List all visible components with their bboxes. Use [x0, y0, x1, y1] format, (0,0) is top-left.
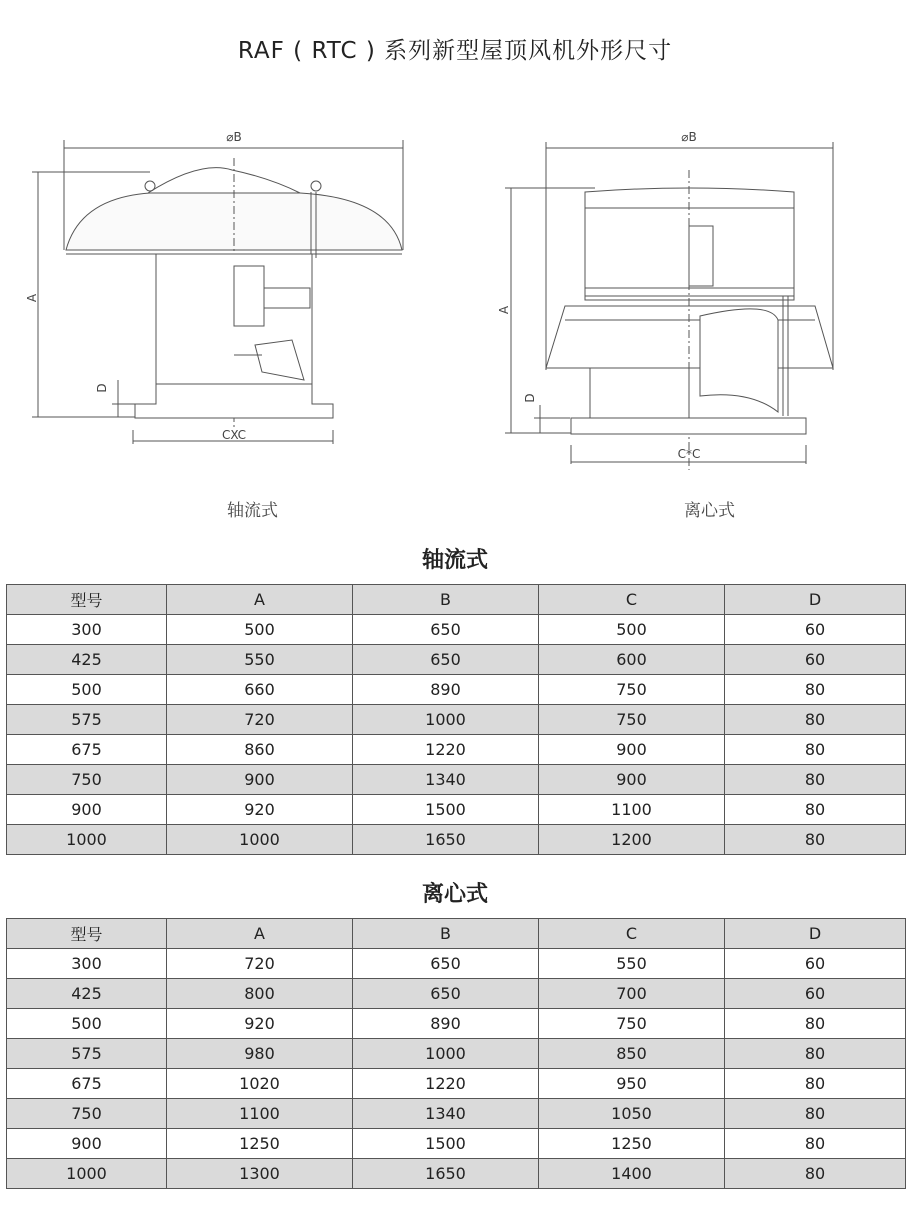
table-cell: 575 [7, 705, 167, 735]
table-cell: 550 [539, 949, 725, 979]
table-cell: 1000 [7, 825, 167, 855]
centrifugal-dim-d: D [523, 393, 537, 403]
table-cell: 950 [539, 1069, 725, 1099]
table-cell: 425 [7, 979, 167, 1009]
table-cell: 60 [725, 949, 906, 979]
table-cell: 750 [7, 1099, 167, 1129]
table-cell: 1500 [353, 1129, 539, 1159]
table-cell: 920 [167, 1009, 353, 1039]
table-cell: 750 [7, 765, 167, 795]
dimension-drawings [0, 100, 910, 530]
table-row [7, 1069, 906, 1099]
table-cell: 750 [539, 705, 725, 735]
axial-dim-b: ⌀B [226, 130, 242, 144]
table-row [7, 1009, 906, 1039]
table-cell: 1000 [167, 825, 353, 855]
table-cell: 1000 [353, 705, 539, 735]
table-cell: 500 [539, 615, 725, 645]
table-row [7, 1129, 906, 1159]
table-cell: 80 [725, 1069, 906, 1099]
table-cell: 60 [725, 979, 906, 1009]
table-cell: 80 [725, 675, 906, 705]
table-cell: 900 [7, 1129, 167, 1159]
table-cell: 675 [7, 735, 167, 765]
table-cell: 660 [167, 675, 353, 705]
table-cell: 1220 [353, 1069, 539, 1099]
table-row [7, 735, 906, 765]
table-cell: 1300 [167, 1159, 353, 1189]
column-header-d: D [725, 919, 906, 949]
centrifugal-dimension-table [6, 918, 906, 1189]
axial-caption: 轴流式 [227, 501, 278, 521]
axial-dim-d: D [95, 383, 109, 393]
table-row [7, 795, 906, 825]
table-cell: 920 [167, 795, 353, 825]
table-row [7, 1039, 906, 1069]
table-cell: 1340 [353, 765, 539, 795]
column-header-c: C [539, 919, 725, 949]
table-cell: 650 [353, 979, 539, 1009]
table-header-row [7, 585, 906, 615]
table-cell: 900 [539, 765, 725, 795]
table-cell: 600 [539, 645, 725, 675]
table-cell: 60 [725, 615, 906, 645]
table-cell: 575 [7, 1039, 167, 1069]
axial-table-title: 轴流式 [421, 548, 488, 573]
table-cell: 1100 [167, 1099, 353, 1129]
table-cell: 1100 [539, 795, 725, 825]
centrifugal-dim-c: C*C [677, 447, 701, 461]
table-cell: 80 [725, 1039, 906, 1069]
table-cell: 1250 [539, 1129, 725, 1159]
table-cell: 80 [725, 1099, 906, 1129]
axial-dim-a: A [25, 293, 39, 303]
table-cell: 80 [725, 705, 906, 735]
table-cell: 1650 [353, 825, 539, 855]
table-cell: 1500 [353, 795, 539, 825]
table-row [7, 979, 906, 1009]
axial-dim-c: CXC [221, 428, 247, 442]
table-cell: 500 [7, 1009, 167, 1039]
table-cell: 1340 [353, 1099, 539, 1129]
table-row [7, 765, 906, 795]
table-cell: 500 [167, 615, 353, 645]
table-cell: 80 [725, 825, 906, 855]
column-header-model: 型号 [7, 919, 167, 949]
centrifugal-dim-a: A [497, 305, 511, 315]
table-cell: 500 [7, 675, 167, 705]
column-header-b: B [353, 919, 539, 949]
table-cell: 750 [539, 675, 725, 705]
table-cell: 1250 [167, 1129, 353, 1159]
table-cell: 1200 [539, 825, 725, 855]
table-cell: 80 [725, 735, 906, 765]
table-row [7, 1099, 906, 1129]
centrifugal-table-title: 离心式 [421, 882, 488, 907]
table-cell: 890 [353, 675, 539, 705]
table-cell: 800 [167, 979, 353, 1009]
table-cell: 650 [353, 949, 539, 979]
table-cell: 80 [725, 1009, 906, 1039]
table-cell: 980 [167, 1039, 353, 1069]
table-cell: 900 [7, 795, 167, 825]
table-row [7, 675, 906, 705]
axial-fan-drawing [32, 140, 403, 444]
table-cell: 425 [7, 645, 167, 675]
table-cell: 300 [7, 949, 167, 979]
axial-dimension-table [6, 584, 906, 855]
table-cell: 1020 [167, 1069, 353, 1099]
table-cell: 80 [725, 1159, 906, 1189]
table-cell: 1400 [539, 1159, 725, 1189]
column-header-a: A [167, 919, 353, 949]
column-header-a: A [167, 585, 353, 615]
table-row [7, 1159, 906, 1189]
table-cell: 720 [167, 705, 353, 735]
table-cell: 850 [539, 1039, 725, 1069]
table-cell: 300 [7, 615, 167, 645]
table-cell: 900 [167, 765, 353, 795]
centrifugal-fan-drawing [505, 142, 833, 470]
table-cell: 80 [725, 765, 906, 795]
column-header-d: D [725, 585, 906, 615]
table-cell: 1220 [353, 735, 539, 765]
table-cell: 860 [167, 735, 353, 765]
table-cell: 550 [167, 645, 353, 675]
table-cell: 80 [725, 1129, 906, 1159]
table-cell: 1650 [353, 1159, 539, 1189]
table-cell: 750 [539, 1009, 725, 1039]
table-cell: 675 [7, 1069, 167, 1099]
table-cell: 650 [353, 615, 539, 645]
table-row [7, 949, 906, 979]
table-cell: 80 [725, 795, 906, 825]
table-cell: 650 [353, 645, 539, 675]
table-cell: 890 [353, 1009, 539, 1039]
column-header-b: B [353, 585, 539, 615]
table-cell: 720 [167, 949, 353, 979]
table-cell: 1000 [353, 1039, 539, 1069]
table-row [7, 825, 906, 855]
centrifugal-dim-b: ⌀B [681, 130, 697, 144]
table-cell: 900 [539, 735, 725, 765]
table-cell: 700 [539, 979, 725, 1009]
column-header-c: C [539, 585, 725, 615]
table-cell: 1000 [7, 1159, 167, 1189]
centrifugal-caption: 离心式 [684, 501, 735, 521]
column-header-model: 型号 [7, 585, 167, 615]
table-header-row [7, 919, 906, 949]
table-cell: 60 [725, 645, 906, 675]
table-cell: 1050 [539, 1099, 725, 1129]
table-row [7, 645, 906, 675]
table-row [7, 705, 906, 735]
page-title: RAF ( RTC ) 系列新型屋顶风机外形尺寸 [237, 38, 673, 64]
table-row [7, 615, 906, 645]
